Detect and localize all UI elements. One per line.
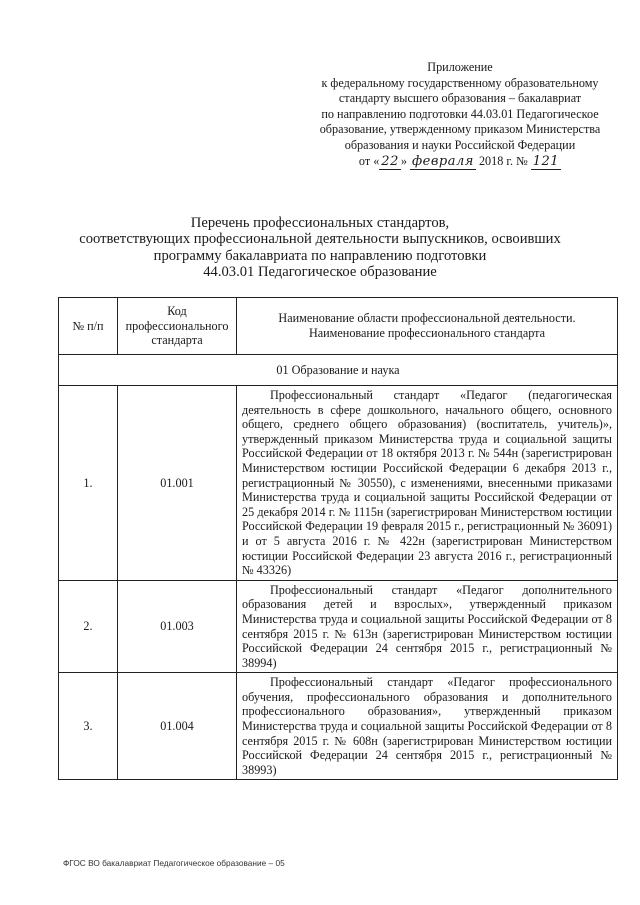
- header-num: № п/п: [59, 298, 118, 355]
- appendix-line: образования и науки Российской Федерации: [344, 137, 576, 152]
- row-num: 3.: [59, 673, 118, 780]
- category-row: [59, 355, 618, 386]
- row-code: 01.004: [118, 673, 237, 780]
- appendix-line: образование, утвержденному приказом Министерства: [319, 122, 601, 137]
- table-header-row: [59, 298, 618, 355]
- title-line: 44.03.01 Педагогическое образование: [203, 264, 437, 281]
- row-text: Профессиональный стандарт «Педагог дополнительного образования детей и взрослых», утвержденный приказом Министерства труда и социальной защиты Российской Федерации от 8 сентября 2015 г. № 613н (зарегистрирован Министерством юстиции Российской Федерации 24 сентября 2015 г., регистрационный № 38994): [242, 582, 612, 670]
- title-line: Перечень профессиональных стандартов,: [190, 215, 450, 231]
- title-line: программу бакалавриата по направлению подготовки: [153, 247, 487, 264]
- handwritten-day: 22: [381, 153, 399, 169]
- appendix-header: [300, 60, 620, 169]
- row-num: 2.: [59, 580, 118, 673]
- header-name: Наименование области профессиональной деятельности. Наименование профессионального стандарта: [237, 298, 618, 355]
- appendix-line: по направлению подготовки 44.03.01 Педагогическое: [321, 106, 599, 121]
- row-num: 1.: [59, 386, 118, 581]
- date-prefix: от «: [358, 153, 380, 168]
- row-text: Профессиональный стандарт «Педагог профессионального обучения, профессионального образования и дополнительного профессионального образования», утвержденный приказом Министерства труда и социальной защиты Российской Федерации от 8 сентября 2015 г. № 608н (зарегистрирован Министерством юстиции Российской Федерации 24 сентября 2015 г., регистрационный № 38993): [242, 675, 612, 777]
- appendix-line: Приложение: [427, 60, 493, 74]
- row-code: 01.001: [118, 386, 237, 581]
- category-cell: 01 Образование и наука: [59, 355, 618, 386]
- appendix-line: стандарту высшего образования – бакалавриат: [338, 91, 582, 106]
- header-code: Код профессионального стандарта: [118, 298, 237, 355]
- title-line: соответствующих профессиональной деятельности выпускников, освоивших: [79, 231, 561, 248]
- page-footer: ФГОС ВО бакалавриат Педагогическое образование – 05: [63, 858, 285, 868]
- table-row: [59, 673, 618, 780]
- row-text: Профессиональный стандарт «Педагог (педагогическая деятельность в сфере дошкольного, начального общего, основного общего, среднего общего образования) (воспитатель, учитель)», утвержденный приказом Министерства труда и социальной защиты Российской Федерации от 18 октября 2013 г. № 544н (зарегистрирован Министерством юстиции Российской Федерации 6 декабря 2013 г., регистрационный № 30550), с изменениями, внесенными приказами Министерства труда и социальной защиты Российской Федерации от 25 декабря 2014 г. № 1115н (зарегистрирован Министерством юстиции Российской Федерации 19 февраля 2015 г., регистрационный № 36091) и от 5 августа 2016 г. № 422н (зарегистрирован Министерством юстиции Российской Федерации 23 августа 2016 г., регистрационный № 43326): [242, 388, 612, 578]
- row-description: [237, 386, 618, 581]
- table-row: [59, 386, 618, 581]
- date-year: 2018 г. №: [478, 153, 528, 168]
- row-description: [237, 673, 618, 780]
- standards-table: [58, 297, 618, 780]
- date-mid: »: [400, 153, 407, 168]
- row-description: [237, 580, 618, 673]
- order-date-line: [300, 154, 620, 170]
- row-code: 01.003: [118, 580, 237, 673]
- handwritten-month: февраля: [411, 153, 474, 169]
- appendix-line: к федеральному государственному образовательному: [321, 75, 599, 90]
- table-row: [59, 580, 618, 673]
- document-title: [60, 215, 580, 281]
- handwritten-order-number: 121: [532, 153, 560, 169]
